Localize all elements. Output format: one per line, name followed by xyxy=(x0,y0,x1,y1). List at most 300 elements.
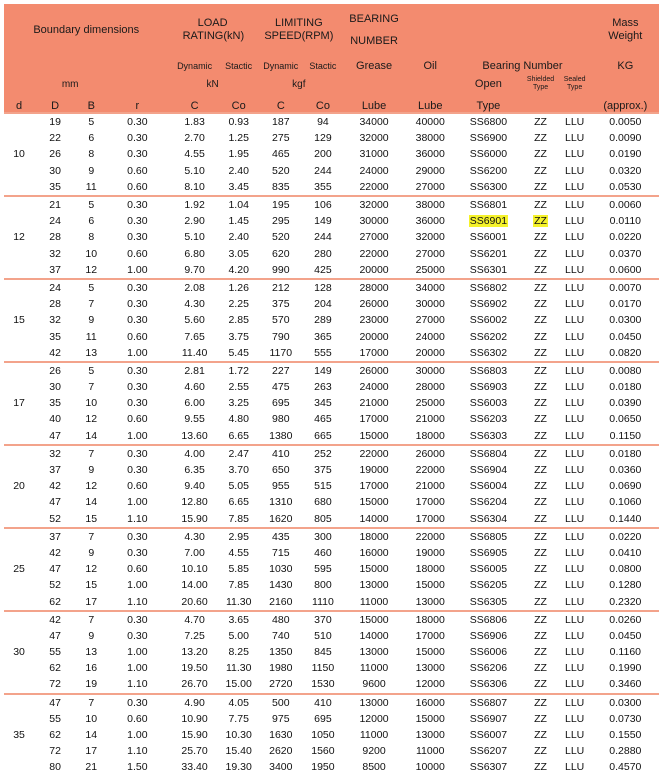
shielded-type: ZZ xyxy=(534,346,547,359)
static-speed-Co: 94 xyxy=(305,113,341,130)
shielded-type: ZZ xyxy=(534,712,547,725)
col-lube-oil: Lube xyxy=(407,92,453,113)
shielded-type: ZZ xyxy=(534,579,547,592)
table-header xyxy=(4,4,659,113)
table-row xyxy=(4,262,659,279)
static-load-Co: 5.05 xyxy=(228,480,249,493)
shielded-type: ZZ xyxy=(534,164,547,177)
open-type: SS6803 xyxy=(453,362,523,379)
outer-diameter-D: 35 xyxy=(49,397,61,410)
table-row xyxy=(4,462,659,478)
table-row xyxy=(4,494,659,510)
open-type: SS6003 xyxy=(469,397,508,410)
static-speed-Co: 425 xyxy=(314,263,332,276)
radius-r: 0.30 xyxy=(127,298,148,311)
static-load-Co: 3.45 xyxy=(228,180,249,193)
shielded-type: ZZ xyxy=(534,413,547,426)
static-load-Co: 4.55 xyxy=(228,546,249,559)
radius-r: 1.00 xyxy=(127,263,148,276)
static-speed-Co: 515 xyxy=(314,480,332,493)
dynamic-speed-C: 2620 xyxy=(269,745,293,758)
static-load-Co: 4.80 xyxy=(228,413,249,426)
weight-kg: 0.0260 xyxy=(592,611,659,628)
outer-diameter-D: 72 xyxy=(49,678,61,691)
grease-lube: 16000 xyxy=(359,546,389,559)
shielded-type: ZZ xyxy=(534,263,547,276)
weight-kg: 0.2320 xyxy=(609,595,642,608)
dynamic-speed-C: 3400 xyxy=(269,761,293,774)
dynamic-load-C: 14.00 xyxy=(181,579,208,592)
static-speed-Co: 1530 xyxy=(311,678,335,691)
oil-lube: 11000 xyxy=(416,745,445,758)
width-B: 14 xyxy=(85,496,98,509)
static-speed-Co: 805 xyxy=(314,512,332,525)
grease-lube: 22000 xyxy=(359,247,389,260)
static-load-Co: 3.05 xyxy=(228,247,249,260)
dynamic-load-C: 4.70 xyxy=(169,611,221,628)
dynamic-load-C: 20.60 xyxy=(181,595,208,608)
oil-lube: 22000 xyxy=(415,464,445,477)
static-speed-Co: 1150 xyxy=(311,662,335,675)
static-speed-Co: 200 xyxy=(314,148,332,161)
header-open: Open xyxy=(453,76,523,92)
static-speed-Co: 510 xyxy=(314,629,332,642)
col-r: r xyxy=(106,92,168,113)
outer-diameter-D: 47 xyxy=(49,496,61,509)
dynamic-load-C: 6.35 xyxy=(184,464,205,477)
static-load-Co: 5.85 xyxy=(228,563,249,576)
table-row xyxy=(4,759,659,775)
outer-diameter-D: 21 xyxy=(34,196,76,213)
outer-diameter-D: 72 xyxy=(49,745,61,758)
weight-kg: 0.1990 xyxy=(609,662,642,675)
static-speed-Co: 204 xyxy=(314,298,332,311)
dynamic-speed-C: 650 xyxy=(272,464,290,477)
bore-diameter-d: 17 xyxy=(4,362,34,445)
oil-lube: 18000 xyxy=(415,563,445,576)
header-blank-d xyxy=(4,76,34,92)
grease-lube: 21000 xyxy=(359,397,389,410)
dynamic-load-C: 25.70 xyxy=(181,745,208,758)
static-load-Co: 11.30 xyxy=(225,662,252,675)
static-speed-Co: 355 xyxy=(314,180,332,193)
open-type: SS6200 xyxy=(469,164,508,177)
dynamic-speed-C: 1310 xyxy=(269,496,293,509)
width-B: 19 xyxy=(85,678,98,691)
header-limiting-speed: LIMITING SPEED(RPM) xyxy=(257,4,341,56)
outer-diameter-D: 32 xyxy=(34,445,76,462)
sealed-type: LLU xyxy=(564,180,585,193)
dynamic-speed-C: 1380 xyxy=(269,429,293,442)
shielded-type: ZZ xyxy=(534,132,547,145)
table-row xyxy=(4,362,659,379)
table-row xyxy=(4,345,659,362)
radius-r: 1.00 xyxy=(127,429,148,442)
grease-lube: 15000 xyxy=(359,429,389,442)
static-speed-Co: 244 xyxy=(314,231,332,244)
header-shielded-type: Shielded Type xyxy=(523,76,557,92)
width-B: 9 xyxy=(88,164,95,177)
outer-diameter-D: 24 xyxy=(34,279,76,296)
shielded-type: ZZ xyxy=(523,196,557,213)
dynamic-load-C: 9.40 xyxy=(184,480,205,493)
dynamic-load-C: 2.90 xyxy=(184,215,205,228)
oil-lube: 36000 xyxy=(415,215,445,228)
oil-lube: 13000 xyxy=(415,595,445,608)
weight-kg: 0.0370 xyxy=(609,247,642,260)
grease-lube: 26000 xyxy=(341,362,407,379)
grease-lube: 14000 xyxy=(359,512,389,525)
sealed-type: LLU xyxy=(564,346,585,359)
table-row xyxy=(4,628,659,644)
dynamic-load-C: 6.00 xyxy=(184,397,205,410)
weight-kg: 0.0320 xyxy=(609,164,642,177)
table-row xyxy=(4,395,659,411)
open-type: SS6004 xyxy=(469,480,508,493)
static-load-Co: 3.75 xyxy=(228,330,249,343)
width-B: 11 xyxy=(85,330,97,343)
shielded-type: ZZ xyxy=(534,148,547,161)
dynamic-speed-C: 2720 xyxy=(269,678,293,691)
dynamic-speed-C: 955 xyxy=(272,480,290,493)
grease-lube: 17000 xyxy=(359,413,389,426)
dynamic-load-C: 7.65 xyxy=(184,330,205,343)
weight-kg: 0.0190 xyxy=(609,148,642,161)
radius-r: 0.30 xyxy=(127,132,148,145)
width-B: 7 xyxy=(76,528,106,545)
dynamic-load-C: 9.70 xyxy=(184,263,205,276)
bore-diameter-d: 30 xyxy=(4,611,34,694)
radius-r: 0.30 xyxy=(106,445,168,462)
grease-lube: 13000 xyxy=(359,579,389,592)
width-B: 11 xyxy=(85,180,97,193)
weight-kg: 0.0070 xyxy=(592,279,659,296)
static-load-Co: 5.00 xyxy=(228,629,249,642)
width-B: 5 xyxy=(76,279,106,296)
open-type: SS6006 xyxy=(469,646,508,659)
width-B: 9 xyxy=(88,629,95,642)
outer-diameter-D: 80 xyxy=(49,761,61,774)
oil-lube: 18000 xyxy=(407,611,453,628)
table-row xyxy=(4,676,659,693)
table-row xyxy=(4,163,659,179)
shielded-type: ZZ xyxy=(534,247,547,260)
oil-lube: 28000 xyxy=(415,381,445,394)
oil-lube: 17000 xyxy=(415,512,445,525)
outer-diameter-D: 47 xyxy=(49,563,61,576)
radius-r: 1.00 xyxy=(127,346,148,359)
oil-lube: 21000 xyxy=(415,413,445,426)
dynamic-speed-C: 570 xyxy=(272,314,290,327)
open-type: SS6206 xyxy=(469,662,508,675)
open-type: SS6800 xyxy=(453,113,523,130)
table-row xyxy=(4,711,659,727)
radius-r: 0.30 xyxy=(127,215,148,228)
open-type: SS6000 xyxy=(469,148,508,161)
table-row xyxy=(4,694,659,711)
open-type xyxy=(453,213,523,229)
static-speed-Co: 695 xyxy=(314,712,332,725)
shielded-type: ZZ xyxy=(534,314,547,327)
static-load-Co: 5.45 xyxy=(228,346,249,359)
shielded-type: ZZ xyxy=(523,362,557,379)
shielded-type: ZZ xyxy=(534,429,547,442)
shielded-type: ZZ xyxy=(534,496,547,509)
static-load-Co: 19.30 xyxy=(225,761,252,774)
static-speed-Co: 800 xyxy=(314,579,332,592)
oil-lube: 25000 xyxy=(415,263,445,276)
highlighted-value: ZZ xyxy=(534,215,547,228)
dynamic-load-C: 10.10 xyxy=(181,563,208,576)
static-speed-Co: 555 xyxy=(314,346,332,359)
oil-lube: 13000 xyxy=(415,729,445,742)
table-row xyxy=(4,279,659,296)
width-B: 9 xyxy=(88,546,95,559)
dynamic-speed-C: 1980 xyxy=(269,662,293,675)
static-speed-Co: 460 xyxy=(314,546,332,559)
weight-kg: 0.1280 xyxy=(609,579,642,592)
oil-lube: 15000 xyxy=(415,579,445,592)
outer-diameter-D: 55 xyxy=(49,712,61,725)
static-speed-Co: 128 xyxy=(305,279,341,296)
weight-kg: 0.1440 xyxy=(609,512,642,525)
static-load-Co: 11.30 xyxy=(225,595,252,608)
width-B: 14 xyxy=(85,729,98,742)
header-sealed-type: Sealed Type xyxy=(558,76,592,92)
static-speed-Co: 665 xyxy=(314,429,332,442)
radius-r: 1.10 xyxy=(127,745,148,758)
open-type: SS6307 xyxy=(469,761,508,774)
dynamic-speed-C: 520 xyxy=(272,231,290,244)
dynamic-load-C: 4.60 xyxy=(184,381,205,394)
static-speed-Co: 280 xyxy=(314,247,332,260)
width-B: 12 xyxy=(85,563,98,576)
col-blank-shielded xyxy=(523,92,557,113)
static-speed-Co: 289 xyxy=(314,314,332,327)
oil-lube: 19000 xyxy=(415,546,445,559)
header-blank-r xyxy=(106,76,168,92)
shielded-type: ZZ xyxy=(534,381,547,394)
dynamic-speed-C: 1350 xyxy=(269,646,293,659)
outer-diameter-D: 52 xyxy=(49,512,61,525)
sealed-type: LLU xyxy=(564,413,585,426)
open-type: SS6305 xyxy=(469,595,508,608)
open-type: SS6207 xyxy=(469,745,508,758)
outer-diameter-D: 47 xyxy=(49,629,61,642)
sealed-type: LLU xyxy=(564,678,585,691)
shielded-type xyxy=(523,213,557,229)
open-type: SS6303 xyxy=(469,429,508,442)
table-row xyxy=(4,561,659,577)
grease-lube: 27000 xyxy=(359,231,389,244)
radius-r: 0.60 xyxy=(127,180,148,193)
outer-diameter-D: 22 xyxy=(49,132,61,145)
grease-lube: 14000 xyxy=(359,629,389,642)
dynamic-speed-C: 500 xyxy=(257,694,305,711)
radius-r: 0.30 xyxy=(106,611,168,628)
radius-r: 1.00 xyxy=(127,579,148,592)
shielded-type: ZZ xyxy=(534,180,547,193)
oil-lube: 25000 xyxy=(415,397,445,410)
oil-lube: 17000 xyxy=(415,629,445,642)
dynamic-speed-C: 480 xyxy=(257,611,305,628)
radius-r: 0.30 xyxy=(106,113,168,130)
weight-kg: 0.0060 xyxy=(592,196,659,213)
static-load-Co: 6.65 xyxy=(228,496,249,509)
static-speed-Co: 106 xyxy=(305,196,341,213)
outer-diameter-D: 62 xyxy=(49,595,61,608)
outer-diameter-D: 30 xyxy=(49,381,61,394)
sealed-type: LLU xyxy=(564,629,585,642)
outer-diameter-D: 52 xyxy=(49,579,61,592)
static-speed-Co: 1050 xyxy=(311,729,335,742)
table-row xyxy=(4,312,659,328)
grease-lube: 28000 xyxy=(341,279,407,296)
radius-r: 0.30 xyxy=(127,546,148,559)
sealed-type: LLU xyxy=(564,662,585,675)
weight-kg: 0.2880 xyxy=(609,745,642,758)
open-type: SS6203 xyxy=(469,413,508,426)
weight-kg: 0.0600 xyxy=(609,263,642,276)
static-load-Co: 3.65 xyxy=(221,611,257,628)
grease-lube: 32000 xyxy=(341,196,407,213)
header-kn: kN xyxy=(169,76,257,92)
sealed-type: LLU xyxy=(564,512,585,525)
weight-kg: 0.0180 xyxy=(609,381,642,394)
outer-diameter-D: 26 xyxy=(49,148,61,161)
table-row xyxy=(4,213,659,229)
col-Co-speed: Co xyxy=(305,92,341,113)
oil-lube: 15000 xyxy=(415,712,445,725)
weight-kg: 0.0220 xyxy=(609,231,642,244)
weight-kg: 0.1150 xyxy=(609,429,641,442)
static-load-Co: 1.95 xyxy=(228,148,249,161)
sealed-type: LLU xyxy=(558,113,592,130)
oil-lube: 29000 xyxy=(415,164,445,177)
dynamic-load-C: 2.70 xyxy=(184,132,205,145)
open-type: SS6903 xyxy=(469,381,508,394)
dynamic-load-C: 19.50 xyxy=(181,662,208,675)
sealed-type: LLU xyxy=(564,712,585,725)
static-load-Co: 1.04 xyxy=(221,196,257,213)
outer-diameter-D: 47 xyxy=(49,429,61,442)
open-type: SS6302 xyxy=(469,346,508,359)
static-speed-Co: 1560 xyxy=(311,745,335,758)
radius-r: 0.30 xyxy=(127,148,148,161)
weight-kg: 0.0170 xyxy=(609,298,642,311)
sealed-type: LLU xyxy=(564,745,585,758)
outer-diameter-D: 32 xyxy=(49,314,61,327)
table-row xyxy=(4,428,659,445)
shielded-type: ZZ xyxy=(534,595,547,608)
dynamic-speed-C: 295 xyxy=(272,215,290,228)
outer-diameter-D: 19 xyxy=(34,113,76,130)
oil-lube: 13000 xyxy=(415,662,445,675)
width-B: 15 xyxy=(85,512,98,525)
outer-diameter-D: 28 xyxy=(49,298,61,311)
col-Co: Co xyxy=(221,92,257,113)
oil-lube: 24000 xyxy=(415,330,445,343)
outer-diameter-D: 26 xyxy=(34,362,76,379)
grease-lube: 8500 xyxy=(362,761,386,774)
static-load-Co: 7.75 xyxy=(228,712,249,725)
oil-lube: 20000 xyxy=(415,346,445,359)
oil-lube: 30000 xyxy=(415,298,445,311)
table-row xyxy=(4,727,659,743)
weight-kg: 0.0390 xyxy=(609,397,642,410)
table-row xyxy=(4,528,659,545)
width-B: 6 xyxy=(88,132,95,145)
grease-lube: 24000 xyxy=(359,381,389,394)
static-speed-Co: 680 xyxy=(314,496,332,509)
sealed-type: LLU xyxy=(564,330,585,343)
outer-diameter-D: 28 xyxy=(49,231,61,244)
grease-lube: 20000 xyxy=(359,263,389,276)
width-B: 16 xyxy=(85,662,98,675)
radius-r: 1.00 xyxy=(127,729,148,742)
open-type: SS6306 xyxy=(469,678,508,691)
width-B: 7 xyxy=(76,445,106,462)
table-row xyxy=(4,130,659,146)
dynamic-speed-C: 465 xyxy=(272,148,290,161)
weight-kg: 0.0410 xyxy=(609,546,642,559)
sealed-type: LLU xyxy=(558,445,592,462)
sealed-type: LLU xyxy=(564,263,585,276)
header-blank xyxy=(4,56,169,76)
static-load-Co: 15.00 xyxy=(225,678,252,691)
weight-kg: 0.1060 xyxy=(609,496,642,509)
radius-r: 1.00 xyxy=(127,662,148,675)
table-row xyxy=(4,577,659,593)
outer-diameter-D: 62 xyxy=(49,662,61,675)
grease-lube: 22000 xyxy=(359,180,389,193)
width-B: 10 xyxy=(85,712,98,725)
outer-diameter-D: 35 xyxy=(49,330,61,343)
sealed-type: LLU xyxy=(558,694,592,711)
radius-r: 0.30 xyxy=(127,314,148,327)
dynamic-load-C: 1.83 xyxy=(169,113,221,130)
header-kgf: kgf xyxy=(257,76,341,92)
sealed-type: LLU xyxy=(564,464,585,477)
col-approx: (approx.) xyxy=(592,92,659,113)
oil-lube: 22000 xyxy=(407,528,453,545)
table-row xyxy=(4,113,659,130)
width-B: 9 xyxy=(88,314,95,327)
dynamic-speed-C: 1620 xyxy=(269,512,293,525)
outer-diameter-D: 30 xyxy=(49,164,61,177)
width-B: 9 xyxy=(88,464,95,477)
open-type: SS6807 xyxy=(453,694,523,711)
oil-lube: 15000 xyxy=(415,646,445,659)
table-row xyxy=(4,328,659,344)
outer-diameter-D: 35 xyxy=(49,180,61,193)
sealed-type: LLU xyxy=(564,496,585,509)
oil-lube: 36000 xyxy=(415,148,445,161)
dynamic-load-C: 2.08 xyxy=(169,279,221,296)
sealed-type: LLU xyxy=(564,646,585,659)
oil-lube: 32000 xyxy=(415,231,445,244)
open-type: SS6005 xyxy=(469,563,508,576)
header-oil: Oil xyxy=(407,56,453,76)
radius-r: 0.60 xyxy=(127,563,148,576)
static-speed-Co: 252 xyxy=(305,445,341,462)
radius-r: 0.30 xyxy=(127,381,148,394)
radius-r: 0.30 xyxy=(127,629,148,642)
col-B: B xyxy=(76,92,106,113)
weight-kg: 0.0360 xyxy=(609,464,642,477)
dynamic-speed-C: 410 xyxy=(257,445,305,462)
dynamic-speed-C: 715 xyxy=(272,546,290,559)
